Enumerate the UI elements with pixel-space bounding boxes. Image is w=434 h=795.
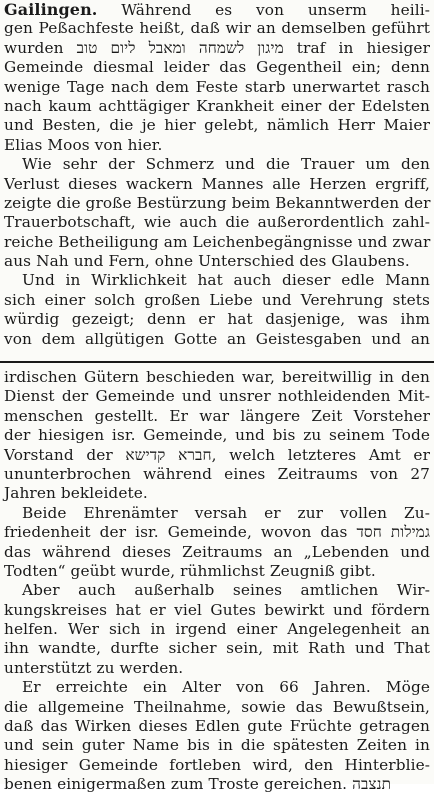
text-line: Trauerbotschaft, wie auch die außerordentlich zahl-: [4, 213, 430, 232]
text-line: würdig gezeigt; denn er hat dasjenige, was ihm: [4, 310, 430, 329]
article-column-bottom: [4, 368, 430, 794]
text-line: und Besten, die je hier gelebt, nämlich Herr Maier: [4, 116, 430, 135]
column-separator-rule: [0, 361, 434, 367]
text-line: menschen gestellt. Er war längere Zeit Vorsteher: [4, 406, 430, 425]
text-line: kungskreises hat er viel Gutes bewirkt und fördern: [4, 600, 430, 619]
text-line: irdischen Gütern beschieden war, bereitwillig in den: [4, 368, 430, 386]
text-line: aus Nah und Fern, ohne Unterschied des Glaubens.: [4, 252, 410, 271]
text-line: Jahren bekleidete.: [4, 484, 148, 503]
text-line: benen einigermaßen zum Troste gereichen. תנצבה: [4, 775, 392, 794]
text-line: von dem allgütigen Gotte an Geistesgaben und an: [4, 329, 430, 348]
text-line: der hiesigen isr. Gemeinde, und bis zu seinem Tode: [4, 426, 430, 445]
text-line: gen Peßachfeste heißt, daß wir an demselben geführt: [4, 19, 430, 38]
text-line: Vorstand der חברא קדישא, welch letzteres Amt er: [4, 445, 430, 464]
text-line: Todten“ geübt wurde, rühmlichst Zeugniß gibt.: [4, 561, 376, 580]
text-line: die allgemeine Theilnahme, sowie das Bewußtsein,: [4, 697, 430, 716]
text-line: ununterbrochen während eines Zeitraums von 27: [4, 464, 430, 483]
text-line: und sein guter Name bis in die spätesten Zeiten in: [4, 736, 430, 755]
text-line: Dienst der Gemeinde und unsrer nothleidenden Mit-: [4, 387, 430, 406]
article-heading: Gailingen.: [4, 0, 98, 19]
text-line: Verlust dieses wackern Mannes alle Herzen ergriff,: [4, 174, 430, 193]
text-line: helfen. Wer sich in irgend einer Angelegenheit an: [4, 620, 430, 639]
article-column-top: [4, 0, 430, 360]
text-line: friedenheit der isr. Gemeinde, wovon das גמילות חסד: [4, 523, 430, 542]
text-line: hiesiger Gemeinde fortleben wird, den Hinterblie-: [4, 755, 430, 774]
text-line: sich einer solch großen Liebe und Verehrung stets: [4, 290, 430, 309]
text-line: Elias Moos von hier.: [4, 135, 163, 154]
text-line: wurden מיגון לשמחה ומאבל ליום טוב traf in hiesiger: [4, 38, 430, 57]
text-line: Wie sehr der Schmerz und die Trauer um den: [22, 155, 430, 174]
text-line: reiche Betheiligung am Leichenbegängnisse und zwar: [4, 232, 431, 251]
text-line: [4, 0, 430, 19]
text-line: das während dieses Zeitraums an „Lebenden und: [4, 542, 430, 561]
text-line: Aber auch außerhalb seines amtlichen Wir-: [22, 581, 430, 600]
line-text: Während es von unserm heili-: [121, 1, 430, 19]
text-line: ihn wandte, durfte sicher sein, mit Rath und That: [4, 639, 430, 658]
text-line: wenige Tage nach dem Feste starb unerwartet rasch: [4, 77, 430, 96]
text-line: unterstützt zu werden.: [4, 658, 184, 677]
text-line: Beide Ehrenämter versah er zur vollen Zu-: [22, 503, 430, 522]
text-line: zeigte die große Bestürzung beim Bekanntwerden der: [4, 193, 431, 212]
text-line: Gemeinde diesmal leider das Gegentheil ein; denn: [4, 58, 430, 77]
text-line: daß das Wirken dieses Edlen gute Früchte getragen: [4, 717, 430, 736]
text-line: Und in Wirklichkeit hat auch dieser edle Mann: [22, 271, 430, 290]
text-line: nach kaum achttägiger Krankheit einer der Edelsten: [4, 96, 430, 115]
text-line: Er erreichte ein Alter von 66 Jahren. Möge: [22, 678, 430, 697]
